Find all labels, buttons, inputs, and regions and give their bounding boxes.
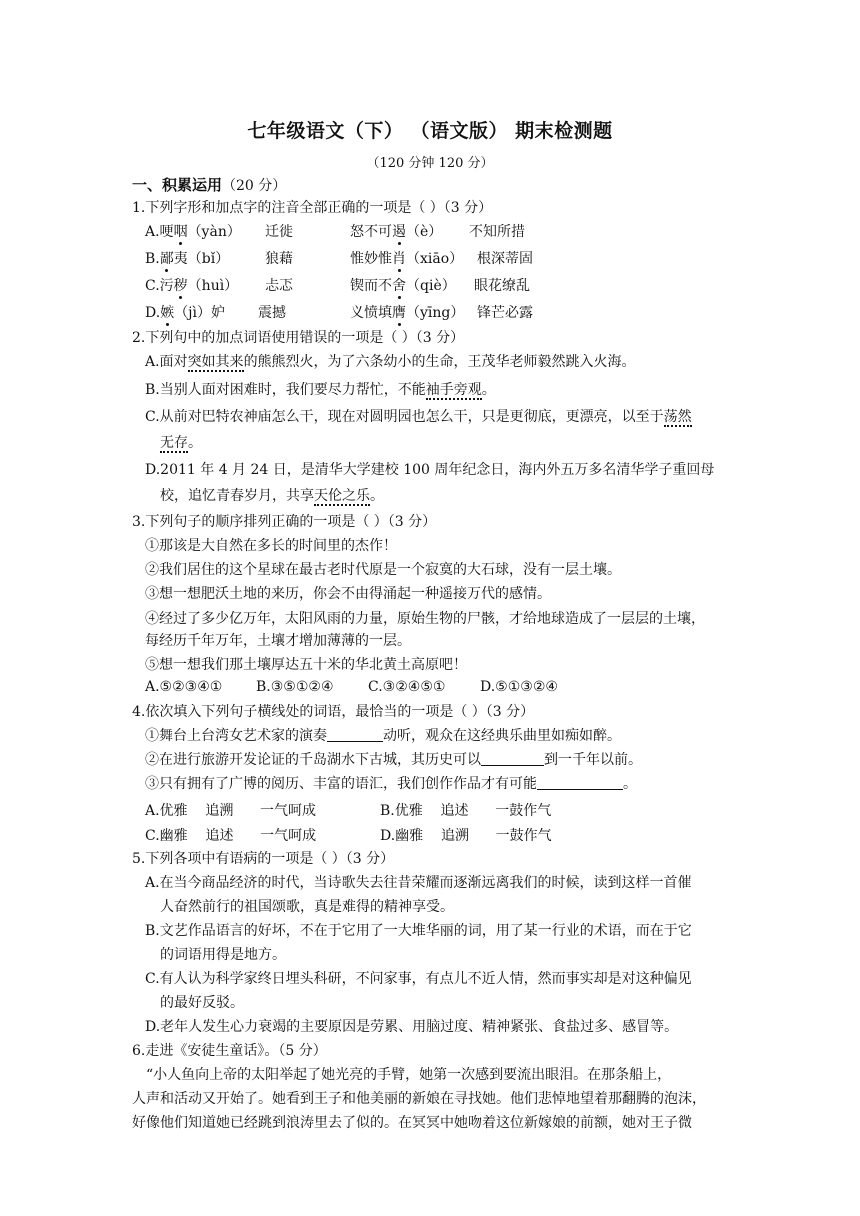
- exam-page: 七年级语文（下） （语文版） 期末检测题 （120 分钟 120 分） 一、积累运用（20 分） 1.下列字形和加点字的注音全部正确的一项是（ ）（3 分） A.哽咽（yàn） 迁徙 怒不可遏（è） 不知所措 B.鄙夷（bǐ） 狼藉 惟妙惟肖（xiāo） 根深蒂固 C.污秽（huì） 忐忑 锲而不舍（qiè） 眼花缭乱 D.嫉（jì）妒 震撼 义愤填膺（yīng） 锋芒必露 2.下列句中的加点词语使用错误的一项是（ ）（3 分） A.面对突如其来的熊熊烈火，为了六条幼小的生命，王茂华老师毅然跳入火海。 B.当别人面对困难时，我们要尽力帮忙，不能袖手旁观。 C.从前对巴特农神庙怎么干，现在对圆明园也怎么干，只是更彻底，更漂亮，以至于荡然 无存。 D.2011 年 4 月 24 日，是清华大学建校 100 周年纪念日，海内外五万多名清华学子重回母 校，追忆青春岁月，共享天伦之乐。 3.下列句子的顺序排列正确的一项是（ ）（3 分） ①那该是大自然在多长的时间里的杰作！ ②我们居住的这个星球在最古老时代原是一个寂寞的大石球，没有一层土壤。 ③想一想肥沃土地的来历，你会不由得涌起一种遥接万代的感情。 ④经过了多少亿万年，太阳风雨的力量，原始生物的尸骸，才给地球造成了一层层的土壤， 每经历千年万年，土壤才增加薄薄的一层。 ⑤想一想我们那土壤厚达五十米的华北黄土高原吧！ A.⑤②③④① B.③⑤①②④ C.③②④⑤① D.⑤①③②④ 4.依次填入下列句子横线处的词语，最恰当的一项是（ ）（3 分） ①舞台上台湾女艺术家的演奏 动听，观众在这经典乐曲里如痴如醉。 ②在进行旅游开发论证的千岛湖水下古城，其历史可以 到一千年以前。 ③只有拥有了广博的阅历、丰富的语汇，我们创作作品才有可能 。 A.优雅 追溯 一气呵成 B.优雅 追述 一鼓作气 C.幽雅 追述 一气呵成 D.幽雅 追溯 一鼓作气 5.下列各项中有语病的一项是（ ）（3 分） A.在当今商品经济的时代，当诗歌失去往昔荣耀而逐渐远离我们的时候，读到这样一首催 人奋然前行的祖国颂歌，真是难得的精神享受。 B.文艺作品语言的好坏，不在于它用了一大堆华丽的词，用了某一行业的术语，而在于它 的词语用得是地方。 C.有人认为科学家终日埋头科研，不问家事，有点儿不近人情，然而事实却是对这种偏见 的最好反驳。 D.老年人发生心力衰竭的主要原因是劳累、用脑过度、精神紧张、食盐过多、感冒等。 6.走进《安徒生童话》。（5 分） “小人鱼向上帝的太阳举起了她光亮的手臂，她第一次感到要流出眼泪。在那条船上， 人声和活动又开始了。她看到王子和他美丽的新娘在寻找她。他们悲悼地望着那翻腾的泡沫， 好像他们知道她已经跳到浪涛里去了似的。在冥冥中她吻着这位新嫁娘的前额，她对王子微: [0, 0, 860, 1216]
- question-3-sentence-5: ⑤想一想我们那土壤厚达五十米的华北黄土高原吧！: [145, 657, 467, 673]
- passage-line-3: 好像他们知道她已经跳到浪涛里去了似的。在冥冥中她吻着这位新嫁娘的前额，她对王子微: [132, 1115, 692, 1131]
- fill-blank: [537, 775, 623, 790]
- option-b: B.优雅 追述 一鼓作气: [380, 803, 552, 819]
- question-4-sentence-3: ③只有拥有了广博的阅历、丰富的语汇，我们创作作品才有可能 。: [145, 776, 637, 792]
- dotted-phrase: 荡然: [663, 409, 692, 425]
- question-2-option-c-cont: 无存。: [160, 435, 202, 451]
- question-5-option-b: B.文艺作品语言的好坏，不在于它用了一大堆华丽的词，用了某一行业的术语，而在于它: [145, 923, 692, 939]
- option-d: D.幽雅 追溯 一鼓作气: [380, 828, 552, 844]
- question-2-option-a: A.面对突如其来的熊熊烈火，为了六条幼小的生命，王茂华老师毅然跳入火海。: [145, 354, 636, 370]
- dotted-phrase: 袖手旁观: [425, 382, 482, 398]
- question-2-stem: 2.下列句中的加点词语使用错误的一项是（ ）（3 分）: [132, 330, 465, 346]
- passage-line-2: 人声和活动又开始了。她看到王子和他美丽的新娘在寻找她。他们悲悼地望着那翻腾的泡沫，: [132, 1091, 706, 1107]
- question-1-stem: 1.下列字形和加点字的注音全部正确的一项是（ ）（3 分）: [132, 200, 493, 216]
- question-4-sentence-2: ②在进行旅游开发论证的千岛湖水下古城，其历史可以 到一千年以前。: [145, 752, 642, 768]
- dotted-phrase: 天伦之乐: [314, 488, 370, 504]
- page-title: 七年级语文（下） （语文版） 期末检测题: [247, 120, 613, 142]
- question-6-stem: 6.走进《安徒生童话》。（5 分）: [132, 1043, 327, 1059]
- dotted-phrase: 无存: [160, 435, 188, 451]
- question-5-option-d: D.老年人发生心力衰竭的主要原因是劳累、用脑过度、精神紧张、食盐过多、感冒等。: [145, 1019, 679, 1035]
- question-5-option-c: C.有人认为科学家终日埋头科研，不问家事，有点儿不近人情，然而事实却是对这种偏见: [145, 971, 692, 987]
- question-4-sentence-1: ①舞台上台湾女艺术家的演奏 动听，观众在这经典乐曲里如痴如醉。: [145, 728, 621, 744]
- option-d: D.⑤①③②④: [480, 679, 558, 695]
- option-c: C.③②④⑤①: [368, 679, 446, 695]
- question-5-option-a: A.在当今商品经济的时代，当诗歌失去往昔荣耀而逐渐远离我们的时候，读到这样一首催: [145, 875, 692, 891]
- question-2-option-b: B.当别人面对困难时，我们要尽力帮忙，不能袖手旁观。: [145, 382, 496, 398]
- option-b: B.③⑤①②④: [256, 679, 334, 695]
- question-3-sentence-2: ②我们居住的这个星球在最古老时代原是一个寂寞的大石球，没有一层土壤。: [145, 562, 621, 578]
- question-2-option-d: D.2011 年 4 月 24 日，是清华大学建校 100 周年纪念日，海内外五万多名清华学子重回母: [145, 462, 715, 478]
- question-5-option-a-cont: 人奋然前行的祖国颂歌，真是难得的精神享受。: [160, 899, 454, 915]
- exam-duration-score: （120 分钟 120 分）: [366, 156, 494, 171]
- section-heading: [132, 175, 286, 196]
- passage-line-1: “小人鱼向上帝的太阳举起了她光亮的手臂，她第一次感到要流出眼泪。在那条船上，: [146, 1067, 672, 1083]
- question-4-stem: 4.依次填入下列句子横线处的词语，最恰当的一项是（ ）（3 分）: [132, 704, 535, 720]
- question-5-option-b-cont: 的词语用得是地方。: [160, 947, 286, 963]
- question-5-stem: 5.下列各项中有语病的一项是（ ）（3 分）: [132, 851, 395, 867]
- question-3-sentence-4-cont: 每经历千年万年，土壤才增加薄薄的一层。: [145, 633, 411, 649]
- question-2-option-c: C.从前对巴特农神庙怎么干，现在对圆明园也怎么干，只是更彻底，更漂亮，以至于荡然: [145, 409, 692, 425]
- option-a: A.优雅 追溯 一气呵成: [145, 803, 317, 819]
- section-label: 一、积累运用: [132, 176, 223, 194]
- question-5-option-c-cont: 的最好反驳。: [160, 995, 244, 1011]
- section-points: （20 分）: [222, 178, 287, 194]
- dotted-phrase: 突如其来: [187, 354, 244, 370]
- question-2-option-d-cont: 校，追忆青春岁月，共享天伦之乐。: [160, 488, 384, 504]
- question-3-sentence-4: ④经过了多少亿万年，太阳风雨的力量，原始生物的尸骸，才给地球造成了一层层的土壤，: [145, 611, 705, 627]
- option-a: A.⑤②③④①: [145, 679, 223, 695]
- option-c: C.幽雅 追述 一气呵成: [145, 828, 317, 844]
- fill-blank: [481, 751, 544, 766]
- question-3-stem: 3.下列句子的顺序排列正确的一项是（ ）（3 分）: [132, 514, 437, 530]
- fill-blank: [327, 727, 383, 742]
- question-3-sentence-1: ①那该是大自然在多长的时间里的杰作！: [145, 538, 397, 554]
- question-3-sentence-3: ③想一想肥沃土地的来历，你会不由得涌起一种遥接万代的感情。: [145, 586, 551, 602]
